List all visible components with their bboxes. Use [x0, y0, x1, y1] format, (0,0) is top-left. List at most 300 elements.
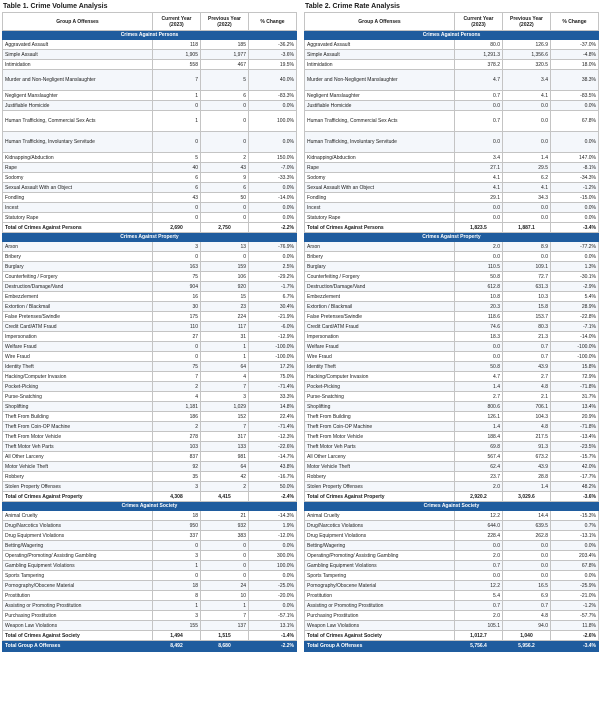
current-year-value: 0.0 — [455, 571, 503, 581]
previous-year-value: 981 — [201, 452, 249, 462]
previous-year-value: 15 — [201, 292, 249, 302]
previous-year-value: 0.0 — [503, 541, 551, 551]
current-year-value: 12.2 — [455, 581, 503, 591]
current-year-value: 35 — [153, 472, 201, 482]
current-year-value: 0 — [153, 213, 201, 223]
table-row — [305, 551, 599, 561]
current-year-value: 74.6 — [455, 322, 503, 332]
offense-label: Human Trafficking, Involuntary Servitude — [305, 132, 455, 153]
offense-label: Purchasing Prostitution — [3, 611, 153, 621]
current-year-value: 800.6 — [455, 402, 503, 412]
current-year-value: 0.0 — [455, 132, 503, 153]
previous-year-value: 43.9 — [503, 462, 551, 472]
current-year-value: 337 — [153, 531, 201, 541]
table-row — [3, 183, 297, 193]
total-label: Total of Crimes Against Persons — [305, 223, 455, 233]
percent-change-value: -8.1% — [551, 163, 599, 173]
table-row — [305, 40, 599, 50]
table-row — [3, 70, 297, 91]
previous-year-value: 43.9 — [503, 362, 551, 372]
offense-label: Wire Fraud — [305, 352, 455, 362]
current-year-value: 18 — [153, 511, 201, 521]
percent-change-value: -83.5% — [551, 91, 599, 101]
previous-year-value: 317 — [201, 432, 249, 442]
total-label: Total of Crimes Against Property — [305, 492, 455, 502]
crime-rate-table — [304, 2, 598, 652]
table-row — [305, 50, 599, 60]
current-year-value: 92 — [153, 462, 201, 472]
percent-change-value: -100.0% — [249, 342, 297, 352]
table-row — [305, 91, 599, 101]
table-row — [305, 111, 599, 132]
offense-label: Drug/Narcotics Violations — [305, 521, 455, 531]
total-percent-change: -2.4% — [249, 492, 297, 502]
table-row — [3, 422, 297, 432]
previous-year-value: 2.7 — [503, 372, 551, 382]
current-year-value: 1,905 — [153, 50, 201, 60]
offense-label: Gambling Equipment Violations — [305, 561, 455, 571]
previous-year-value: 6 — [201, 91, 249, 101]
percent-change-value: 0.0% — [551, 571, 599, 581]
header-current-year: Current Year (2023) — [455, 13, 503, 31]
current-year-value: 0.0 — [455, 101, 503, 111]
section-title: Crimes Against Persons — [3, 31, 297, 40]
previous-year-value: 23 — [201, 302, 249, 312]
previous-year-value: 383 — [201, 531, 249, 541]
offense-label: Drug/Narcotics Violations — [3, 521, 153, 531]
total-previous-year: 1,040 — [503, 631, 551, 641]
current-year-value: 27 — [153, 332, 201, 342]
previous-year-value: 0 — [201, 132, 249, 153]
percent-change-value: 1.9% — [249, 521, 297, 531]
offense-label: Burglary — [305, 262, 455, 272]
previous-year-value: 6.9 — [503, 591, 551, 601]
current-year-value: 1,291.3 — [455, 50, 503, 60]
percent-change-value: -15.3% — [551, 511, 599, 521]
section-title: Crimes Against Property — [3, 233, 297, 242]
previous-year-value: 1.4 — [503, 482, 551, 492]
table-row — [305, 242, 599, 252]
offense-label: Purchasing Prostitution — [305, 611, 455, 621]
offense-label: Murder and Non-Negligent Manslaughter — [3, 70, 153, 91]
table-row — [305, 372, 599, 382]
percent-change-value: 48.2% — [551, 482, 599, 492]
total-previous-year: 3,029.6 — [503, 492, 551, 502]
current-year-value: 16 — [153, 292, 201, 302]
percent-change-value: 100.0% — [249, 561, 297, 571]
table-row — [305, 581, 599, 591]
current-year-value: 0.0 — [455, 541, 503, 551]
current-year-value: 3 — [153, 611, 201, 621]
previous-year-value: 72.7 — [503, 272, 551, 282]
percent-change-value: 1.3% — [551, 262, 599, 272]
offense-label: Sexual Assault With an Object — [305, 183, 455, 193]
percent-change-value: -71.4% — [249, 382, 297, 392]
previous-year-value: 13 — [201, 242, 249, 252]
section-total-row — [305, 631, 599, 641]
table-row — [305, 163, 599, 173]
previous-year-value: 0.7 — [503, 352, 551, 362]
current-year-value: 0.7 — [455, 91, 503, 101]
percent-change-value: 72.9% — [551, 372, 599, 382]
table-title: Table 2. Crime Rate Analysis — [305, 3, 400, 10]
table-row — [305, 561, 599, 571]
table-row — [3, 242, 297, 252]
percent-change-value: 147.0% — [551, 153, 599, 163]
percent-change-value: -4.8% — [551, 50, 599, 60]
offense-label: Shoplifting — [3, 402, 153, 412]
offense-label: Human Trafficking, Commercial Sex Acts — [305, 111, 455, 132]
table-row — [3, 571, 297, 581]
offense-label: Stolen Property Offenses — [305, 482, 455, 492]
current-year-value: 4.7 — [455, 372, 503, 382]
previous-year-value: 0.0 — [503, 132, 551, 153]
current-year-value: 950 — [153, 521, 201, 531]
current-year-value: 1 — [153, 601, 201, 611]
offense-label: Weapon Law Violations — [305, 621, 455, 631]
percent-change-value: 0.0% — [249, 203, 297, 213]
offense-label: Animal Cruelty — [305, 511, 455, 521]
table-row — [3, 332, 297, 342]
offense-label: Sports Tampering — [305, 571, 455, 581]
table-row — [3, 40, 297, 50]
percent-change-value: 0.0% — [551, 203, 599, 213]
table-row — [3, 292, 297, 302]
table-row — [3, 462, 297, 472]
current-year-value: 5.4 — [455, 591, 503, 601]
current-year-value: 0 — [153, 541, 201, 551]
offense-label: Theft From Motor Vehicle — [305, 432, 455, 442]
current-year-value: 2.0 — [455, 242, 503, 252]
table-header-row — [305, 13, 599, 31]
offense-label: Sodomy — [3, 173, 153, 183]
previous-year-value: 0.0 — [503, 551, 551, 561]
current-year-value: 110 — [153, 322, 201, 332]
current-year-value: 2.7 — [455, 392, 503, 402]
previous-year-value: 673.2 — [503, 452, 551, 462]
offense-label: Operating/Promoting/ Assisting Gambling — [3, 551, 153, 561]
percent-change-value: -12.3% — [249, 432, 297, 442]
percent-change-value: 0.0% — [249, 601, 297, 611]
percent-change-value: -29.2% — [249, 272, 297, 282]
offense-label: Murder and Non-Negligent Manslaughter — [305, 70, 455, 91]
table-header-row — [3, 13, 297, 31]
current-year-value: 20.3 — [455, 302, 503, 312]
table-row — [305, 402, 599, 412]
offense-label: Destruction/Damage/Vand — [305, 282, 455, 292]
offense-label: Gambling Equipment Violations — [3, 561, 153, 571]
current-year-value: 155 — [153, 621, 201, 631]
percent-change-value: 100.0% — [249, 111, 297, 132]
previous-year-value: 7 — [201, 382, 249, 392]
crime-rate-grid — [304, 12, 599, 652]
percent-change-value: -21.9% — [249, 312, 297, 322]
percent-change-value: -25.9% — [551, 581, 599, 591]
percent-change-value: 0.0% — [249, 541, 297, 551]
current-year-value: 23.7 — [455, 472, 503, 482]
previous-year-value: 7 — [201, 422, 249, 432]
percent-change-value: 0.0% — [551, 132, 599, 153]
table-row — [3, 322, 297, 332]
percent-change-value: 0.0% — [249, 213, 297, 223]
offense-label: Credit Card/ATM Fraud — [3, 322, 153, 332]
offense-label: Extortion / Blackmail — [305, 302, 455, 312]
current-year-value: 1 — [153, 561, 201, 571]
section-total-row — [305, 223, 599, 233]
offense-label: Human Trafficking, Commercial Sex Acts — [3, 111, 153, 132]
percent-change-value: -21.0% — [551, 591, 599, 601]
offense-label: Impersonation — [3, 332, 153, 342]
percent-change-value: -100.0% — [249, 352, 297, 362]
offense-label: Counterfeiting / Forgery — [3, 272, 153, 282]
percent-change-value: -6.0% — [249, 322, 297, 332]
previous-year-value: 50 — [201, 193, 249, 203]
previous-year-value: 91.3 — [503, 442, 551, 452]
percent-change-value: -100.0% — [551, 342, 599, 352]
offense-label: Hacking/Computer Invasion — [305, 372, 455, 382]
table-row — [3, 372, 297, 382]
table-row — [305, 312, 599, 322]
table-row — [3, 611, 297, 621]
current-year-value: 6 — [153, 183, 201, 193]
table-row — [305, 422, 599, 432]
previous-year-value: 0 — [201, 551, 249, 561]
percent-change-value: 150.0% — [249, 153, 297, 163]
offense-label: All Other Larceny — [305, 452, 455, 462]
grand-total-current-year: 5,756.4 — [455, 641, 503, 652]
percent-change-value: 6.7% — [249, 292, 297, 302]
offense-label: Destruction/Damage/Vand — [3, 282, 153, 292]
table-row — [305, 60, 599, 70]
previous-year-value: 1 — [201, 352, 249, 362]
current-year-value: 0 — [153, 342, 201, 352]
previous-year-value: 4.1 — [503, 91, 551, 101]
offense-label: False Pretenses/Swindle — [305, 312, 455, 322]
table-row — [3, 60, 297, 70]
table-row — [3, 262, 297, 272]
percent-change-value: 40.0% — [249, 70, 297, 91]
current-year-value: 163 — [153, 262, 201, 272]
table-title: Table 1. Crime Volume Analysis — [3, 3, 108, 10]
offense-label: Robbery — [3, 472, 153, 482]
previous-year-value: 467 — [201, 60, 249, 70]
percent-change-value: 0.0% — [249, 132, 297, 153]
current-year-value: 1 — [153, 91, 201, 101]
offense-label: Counterfeiting / Forgery — [305, 272, 455, 282]
table-row — [3, 541, 297, 551]
percent-change-value: 42.0% — [551, 462, 599, 472]
percent-change-value: 50.0% — [249, 482, 297, 492]
section-header-row — [305, 502, 599, 511]
previous-year-value: 2 — [201, 153, 249, 163]
table-row — [3, 153, 297, 163]
previous-year-value: 21.3 — [503, 332, 551, 342]
table-row — [3, 482, 297, 492]
previous-year-value: 0 — [201, 541, 249, 551]
offense-label: Robbery — [305, 472, 455, 482]
offense-label: Credit Card/ATM Fraud — [305, 322, 455, 332]
current-year-value: 1.4 — [455, 382, 503, 392]
previous-year-value: 0.0 — [503, 213, 551, 223]
previous-year-value: 0.0 — [503, 571, 551, 581]
table-row — [305, 153, 599, 163]
current-year-value: 7 — [153, 372, 201, 382]
table-row — [3, 452, 297, 462]
offense-label: Welfare Fraud — [305, 342, 455, 352]
current-year-value: 1 — [153, 111, 201, 132]
crime-volume-grid — [2, 12, 297, 652]
table-row — [3, 312, 297, 322]
crime-volume-table — [2, 2, 296, 652]
percent-change-value: 0.0% — [249, 101, 297, 111]
current-year-value: 2.0 — [455, 482, 503, 492]
table-row — [305, 571, 599, 581]
percent-change-value: -13.4% — [551, 432, 599, 442]
percent-change-value: 0.0% — [249, 252, 297, 262]
current-year-value: 0 — [153, 352, 201, 362]
table-row — [305, 193, 599, 203]
table-row — [305, 621, 599, 631]
percent-change-value: -17.7% — [551, 472, 599, 482]
previous-year-value: 94.0 — [503, 621, 551, 631]
grand-total-previous-year: 5,956.2 — [503, 641, 551, 652]
previous-year-value: 0.0 — [503, 203, 551, 213]
previous-year-value: 185 — [201, 40, 249, 50]
percent-change-value: -14.0% — [551, 332, 599, 342]
table-row — [305, 183, 599, 193]
percent-change-value: 0.0% — [249, 571, 297, 581]
current-year-value: 904 — [153, 282, 201, 292]
offense-label: Simple Assault — [305, 50, 455, 60]
current-year-value: 0.0 — [455, 352, 503, 362]
percent-change-value: 2.5% — [249, 262, 297, 272]
percent-change-value: -71.4% — [249, 422, 297, 432]
offense-label: Prostitution — [305, 591, 455, 601]
previous-year-value: 14.4 — [503, 511, 551, 521]
table-row — [3, 621, 297, 631]
previous-year-value: 9 — [201, 173, 249, 183]
percent-change-value: -57.7% — [551, 611, 599, 621]
table-row — [305, 332, 599, 342]
table-row — [3, 302, 297, 312]
current-year-value: 1.4 — [455, 422, 503, 432]
offense-label: Extortion / Blackmail — [3, 302, 153, 312]
current-year-value: 837 — [153, 452, 201, 462]
percent-change-value: 31.7% — [551, 392, 599, 402]
percent-change-value: -1.2% — [551, 183, 599, 193]
section-header-row — [305, 31, 599, 40]
offense-label: Embezzlement — [3, 292, 153, 302]
previous-year-value: 2 — [201, 482, 249, 492]
current-year-value: 110.5 — [455, 262, 503, 272]
percent-change-value: 28.9% — [551, 302, 599, 312]
percent-change-value: 0.0% — [249, 183, 297, 193]
total-current-year: 2,920.2 — [455, 492, 503, 502]
table-row — [3, 382, 297, 392]
offense-label: Purse-Snatching — [3, 392, 153, 402]
previous-year-value: 31 — [201, 332, 249, 342]
offense-label: Stolen Property Offenses — [3, 482, 153, 492]
current-year-value: 2.0 — [455, 611, 503, 621]
current-year-value: 50.8 — [455, 362, 503, 372]
offense-label: False Pretenses/Swindle — [3, 312, 153, 322]
percent-change-value: -77.2% — [551, 242, 599, 252]
grand-total-previous-year: 8,680 — [201, 641, 249, 652]
percent-change-value: -25.0% — [249, 581, 297, 591]
current-year-value: 118.6 — [455, 312, 503, 322]
current-year-value: 126.1 — [455, 412, 503, 422]
percent-change-value: -15.0% — [551, 193, 599, 203]
previous-year-value: 104.3 — [503, 412, 551, 422]
percent-change-value: 20.9% — [551, 412, 599, 422]
section-total-row — [3, 223, 297, 233]
offense-label: Identity Theft — [305, 362, 455, 372]
table-row — [305, 462, 599, 472]
previous-year-value: 137 — [201, 621, 249, 631]
total-label: Total of Crimes Against Society — [305, 631, 455, 641]
previous-year-value: 3 — [201, 392, 249, 402]
current-year-value: 0.7 — [455, 111, 503, 132]
previous-year-value: 106 — [201, 272, 249, 282]
current-year-value: 7 — [153, 70, 201, 91]
previous-year-value: 0 — [201, 561, 249, 571]
current-year-value: 3 — [153, 482, 201, 492]
table-row — [305, 452, 599, 462]
offense-label: Impersonation — [305, 332, 455, 342]
offense-label: Bribery — [3, 252, 153, 262]
previous-year-value: 15.8 — [503, 302, 551, 312]
percent-change-value: -30.1% — [551, 272, 599, 282]
section-header-row — [3, 31, 297, 40]
offense-label: Aggravated Assault — [3, 40, 153, 50]
table-row — [305, 322, 599, 332]
total-percent-change: -1.4% — [249, 631, 297, 641]
previous-year-value: 64 — [201, 362, 249, 372]
current-year-value: 3 — [153, 242, 201, 252]
table-row — [3, 402, 297, 412]
offense-label: Intimidation — [305, 60, 455, 70]
current-year-value: 175 — [153, 312, 201, 322]
table-row — [3, 203, 297, 213]
current-year-value: 75 — [153, 272, 201, 282]
previous-year-value: 152 — [201, 412, 249, 422]
current-year-value: 8 — [153, 591, 201, 601]
previous-year-value: 4.8 — [503, 382, 551, 392]
current-year-value: 4 — [153, 392, 201, 402]
percent-change-value: -71.8% — [551, 422, 599, 432]
offense-label: Identity Theft — [3, 362, 153, 372]
previous-year-value: 117 — [201, 322, 249, 332]
header-offenses: Group A Offenses — [305, 13, 455, 31]
table-row — [3, 392, 297, 402]
percent-change-value: 203.4% — [551, 551, 599, 561]
percent-change-value: -14.3% — [249, 511, 297, 521]
previous-year-value: 6 — [201, 183, 249, 193]
offense-label: Betting/Wagering — [305, 541, 455, 551]
previous-year-value: 0 — [201, 571, 249, 581]
current-year-value: 0.0 — [455, 203, 503, 213]
table-row — [3, 362, 297, 372]
total-current-year: 4,308 — [153, 492, 201, 502]
header-percent-change: % Change — [551, 13, 599, 31]
table-row — [305, 531, 599, 541]
offense-label: Sexual Assault With an Object — [3, 183, 153, 193]
previous-year-value: 262.8 — [503, 531, 551, 541]
table-row — [3, 101, 297, 111]
percent-change-value: 30.4% — [249, 302, 297, 312]
total-percent-change: -3.6% — [551, 492, 599, 502]
offense-label: Rape — [305, 163, 455, 173]
